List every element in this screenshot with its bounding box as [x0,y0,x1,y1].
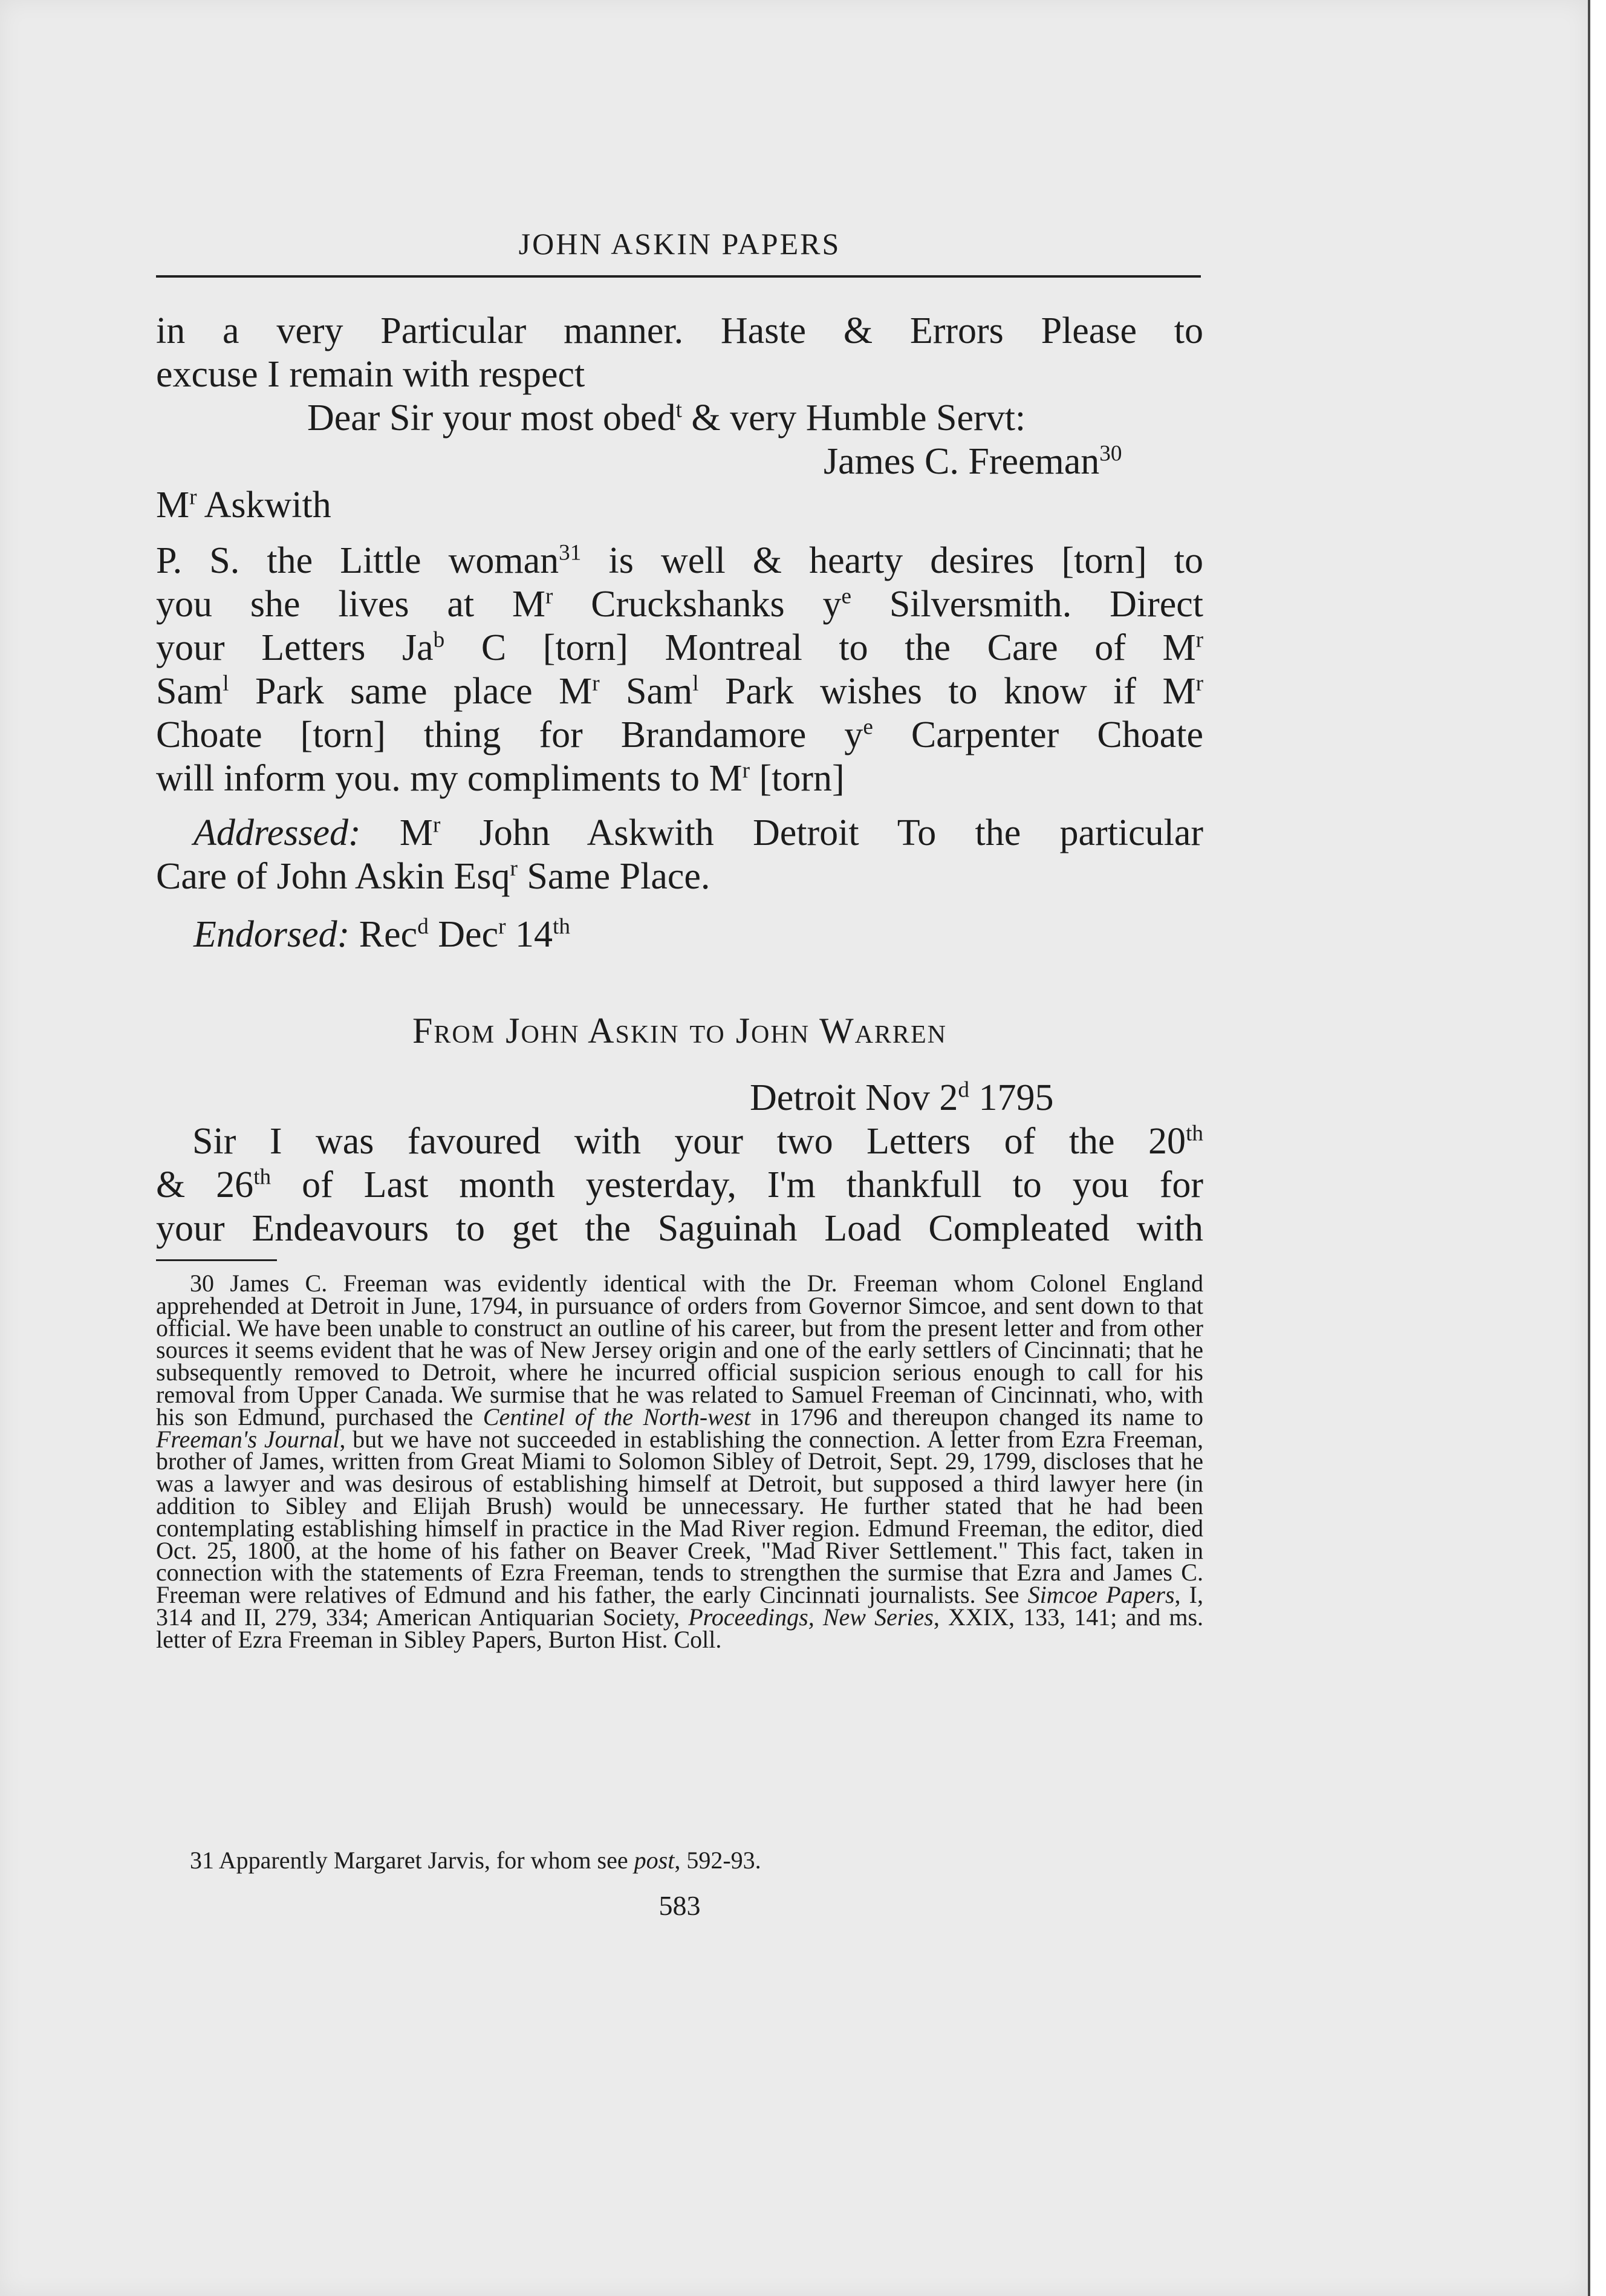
new-letter-line-1: Sir I was favoured with your two Letters of the 20th [192,1121,1203,1162]
ps-line-1: P. S. the Little woman$^{31}$ is well & hearty desires [torn] to [156,540,1203,581]
footnote-number: 30 [190,1270,214,1297]
endorsement: Endorsed: Rec$^d$ Dec$^r$ 14th [193,914,570,955]
section-title: From John Askin to John Warren [412,1011,947,1051]
new-letter-line-3: your Endeavours to get the Saguinah Load Compleated with [156,1208,1203,1249]
address-line-2: Care of John Askin Esq$^r$ Same Place. [156,856,710,897]
page-edge [1588,0,1606,2296]
letter-line-2: excuse I remain with respect [156,354,585,395]
ps-line-2: you she lives at $M^r$ Cruckshanks $y^e$ Silversmith. Direct [156,584,1203,625]
running-head: JOHN ASKIN PAPERS [518,227,841,261]
ps-line-6: will inform you. my compliments to $M^r$ [torn] [156,758,845,799]
address-line-1: Addressed: $M^r$ John Askwith Detroit To the particular [193,812,1203,853]
new-letter-line-2: & 26th of Last month yesterday, I'm thankfull to you for [156,1164,1203,1205]
page-number: 583 [658,1890,701,1921]
address-label: Addressed: [193,812,361,853]
ps-line-5: Choate [torn] thing for Brandamore $y^e$ Carpenter Choate [156,714,1204,755]
header-rule [156,275,1201,278]
footnote-ref-30: 30 [1099,441,1122,466]
letter-closing: Dear Sir your most obed$^t$ & very Humble Servt: [307,397,1026,439]
letter-date: Detroit Nov 2$^d$ 1795 [750,1077,1054,1118]
ps-line-3: your Letters Ja$^b$ C [torn] Montreal to the Care of $M^r$ [156,627,1203,668]
letter-line-1: in a very Particular manner. Haste & Errors Please to [156,310,1203,351]
footnote-30: 30 James C. Freeman was evidently identical with the Dr. Freeman whom Colonel England apprehended at Detroit in June, 1794, in pursuance of orders from Governor Simcoe, and sent down to that official. We have been unable to construct an outline of his career, but from the present letter and from other sources it seems evident that he was of New Jersey origin and one of the early settlers of Cincinnati; that he subsequently removed to Detroit, where he incurred official suspicion serious enough to call for his removal from Upper Canada. We surmise that he was related to Samuel Freeman of Cincinnati, who, with his son Edmund, purchased the Centinel of the North-west in 1796 and thereupon changed its name to Freeman's Journal, but we have not succeeded in establishing the connection. A letter from Ezra Freeman, brother of James, written from Great Miami to Solomon Sibley of Detroit, Sept. 29, 1799, discloses that he was a lawyer and was desirous of establishing himself at Detroit, but supposed a third lawyer here (in addition to Sibley and Elijah Brush) would be unnecessary. He further stated that he had been contemplating establishing himself in practice in the Mad River region. Edmund Freeman, the editor, died Oct. 25, 1800, at the home of his father on Beaver Creek, "Mad River Settlement." This fact, taken in connection with the statements of Ezra Freeman, tends to strengthen the surmise that Ezra and James C. Freeman were relatives of Edmund and his father, the early Cincinnati journalists. See Simcoe Papers, I, 314 and II, 279, 334; American Antiquarian Society, Proceedings, New Series, XXIX, 133, 141; and ms. letter of Ezra Freeman in Sibley Papers, Burton Hist. Coll. [156,1270,1204,1653]
ps-line-4: Sam$^l$ Park same place $M^r$ Sam$^l$ Park wishes to know if $M^r$ [156,671,1203,712]
endorsement-label: Endorsed: [193,914,350,955]
footnote-ref-31: 31 [559,540,582,566]
footnote-rule [156,1259,277,1261]
footnote-31: 31 Apparently Margaret Jarvis, for whom see post, 592-93. [190,1847,761,1874]
recipient: $M^r$ Askwith [156,484,331,526]
signature: James C. Freeman$^{30}$ [824,441,1122,482]
footnote-number: 31 [190,1847,214,1874]
